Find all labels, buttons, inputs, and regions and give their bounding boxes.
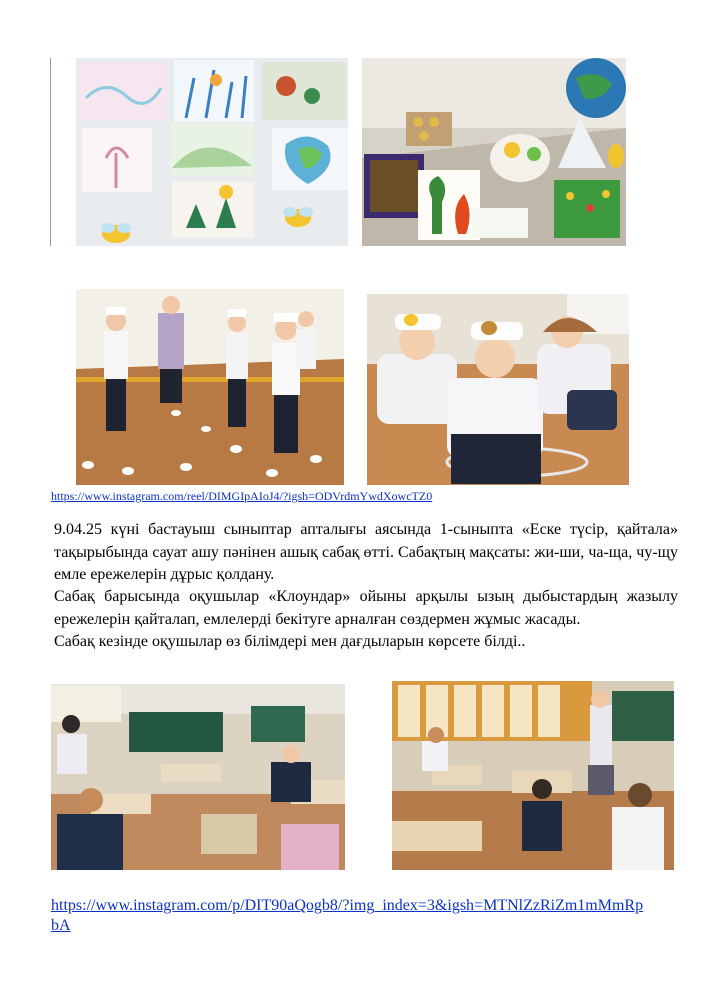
craft-table-photo <box>362 58 626 246</box>
classroom-teacher-photo <box>392 681 674 870</box>
drawings-wall-photo <box>76 58 348 246</box>
instagram-post-link-line1: https://www.instagram.com/p/DIT90aQogb8/?img_index=3&igsh=MTNlZzRiZm1mMmRp <box>51 897 644 914</box>
margin-rule <box>50 58 51 246</box>
classroom-lesson-photo <box>51 684 345 870</box>
paragraph-summary: Сабақ кезінде оқушылар өз білімдері мен дағдыларын көрсете білді.. <box>54 633 526 650</box>
paragraph-intro: 9.04.25 күні бастауыш сыныптар апталығы аясында 1-сыныпта «Еске түсір, қайтала» тақырыбында сауат ашу пәнінен ашық сабақ өтті. Сабақтың мақсаты: жи-ши, ча-ща, чу-щу емле ережелерін дұрыс қолдану. <box>54 521 678 583</box>
bee-game-photo <box>367 294 629 485</box>
instagram-reel-link[interactable]: https://www.instagram.com/reel/DIMGIpAIoJ4/?igsh=ODVrdmYwdXowcTZ0 <box>51 489 433 503</box>
instagram-post-link[interactable] <box>51 896 643 936</box>
students-standing-photo <box>76 289 344 485</box>
instagram-post-link-line2: bA <box>51 917 71 934</box>
paragraph-game: Сабақ барысында оқушылар «Клоундар» ойыны арқылы ызың дыбыстардың жазылу ережелерін қайталап, емлелерді бекітуге арналған сөздермен жұмыс жасады. <box>54 588 678 628</box>
